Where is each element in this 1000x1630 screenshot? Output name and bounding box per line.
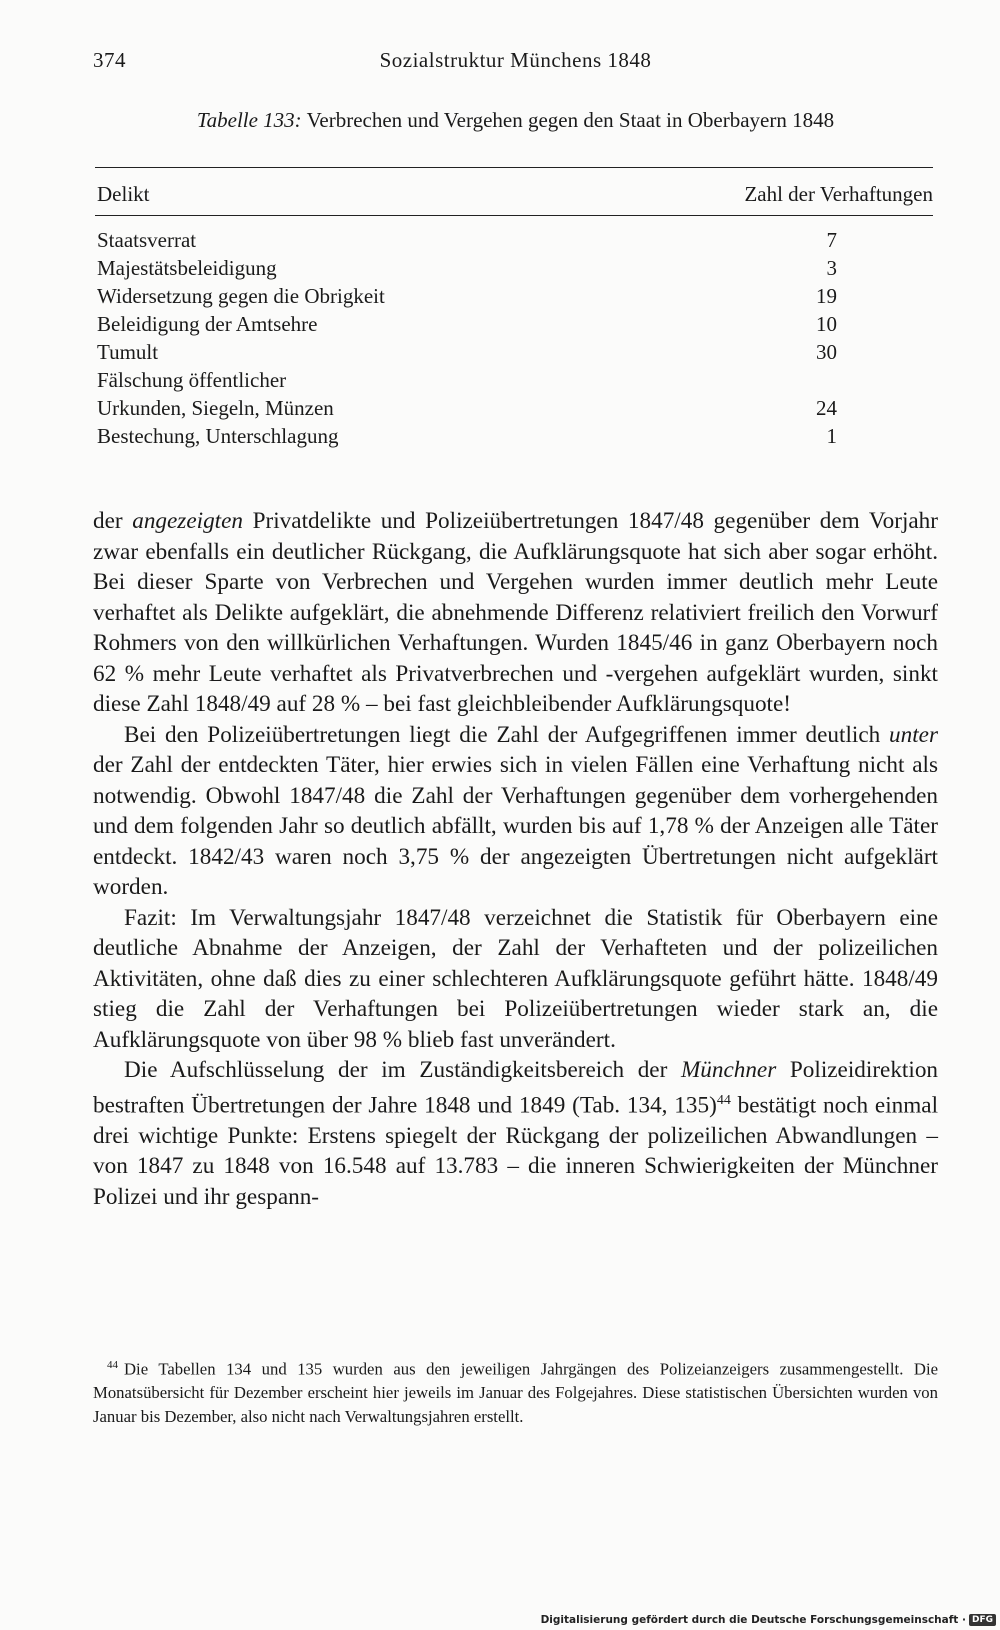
paragraph: Fazit: Im Verwaltungsjahr 1847/48 verzeichnet die Statistik für Oberbayern eine deutliche Abnahme der Anzeigen, der Zahl der Verhafteten und der polizeilichen Aktivitäten, ohne daß dies zu einer schlechteren Aufklärungsquote geführt hätte. 1848/49 stieg die Zahl der Verhaftungen bei Polizeiübertretungen wieder stark an, die Aufklärungsquote von über 98 % blieb fast unverändert.: [93, 904, 938, 1053]
footnote-mark: 44: [107, 1359, 118, 1371]
table-caption: [93, 108, 938, 133]
row-count: 24: [816, 396, 837, 420]
table-body: [97, 226, 837, 450]
row-delikt: Tumult: [97, 340, 159, 364]
row-delikt: Beleidigung der Amtsehre: [97, 312, 318, 336]
body-text: [93, 506, 938, 1212]
table-row: [97, 282, 837, 310]
page-number: 374: [93, 48, 126, 72]
text-run: Privatdelikte und Polizeiübertretungen 1847/48 gegenüber dem Vorjahr zwar ebenfalls ein deutlicher Rückgang, die Aufklärungsquote hat sich aber sogar erhöht. Bei dieser Sparte von Verbrechen und Vergehen wurden immer deutlich mehr Leute verhaftet als Delikte aufgeklärt, die abnehmende Differenz relativiert freilich den Vorwurf Rohmers von den willkürlichen Verhaftungen. Wurden 1845/46 in ganz Oberbayern noch 62 % mehr Leute verhaftet als Privatverbrechen und -vergehen aufgeklärt wurden, sinkt diese Zahl 1848/49 auf 28 % – bei fast gleichbleibender Aufklärungsquote!: [93, 508, 938, 717]
row-delikt: Urkunden, Siegeln, Münzen: [97, 396, 334, 420]
table-row: [97, 366, 837, 394]
table-top-rule: [95, 167, 933, 168]
emphasis: Münchner: [680, 1057, 777, 1083]
column-header-delikt: Delikt: [97, 182, 150, 206]
table-row: [97, 254, 837, 282]
column-header-count: Zahl der Verhaftungen: [744, 182, 933, 206]
dfg-logo: DFG: [969, 1614, 996, 1626]
table-row: [97, 394, 837, 422]
table-row: [97, 310, 837, 338]
footnote: [93, 1354, 938, 1428]
digitization-credit: [541, 1612, 996, 1628]
table-header-rule: [95, 215, 933, 216]
credit-text: Digitalisierung gefördert durch die Deutsche Forschungsgemeinschaft ·: [540, 1614, 966, 1626]
row-count: 10: [816, 312, 837, 336]
table-row: [97, 422, 837, 450]
table-caption-text: Verbrechen und Vergehen gegen den Staat in Oberbayern 1848: [306, 108, 835, 132]
text-run: bestätigt noch einmal drei wichtige Punkte: Erstens spiegelt der Rückgang der polizeilichen Abwandlungen – von 1847 zu 1848 von 16.548 auf 13.783 – die inneren Schwierigkeiten der Münchner Polizei und ihr gespann-: [93, 1092, 939, 1210]
text-run: der: [93, 508, 133, 534]
page-header: [93, 48, 938, 78]
row-count: 30: [816, 340, 837, 364]
emphasis: unter: [889, 721, 938, 748]
text-run: Polizeidirektion bestraften Übertretungen der Jahre 1848 und 1849 (Tab. 134, 135): [93, 1057, 939, 1119]
row-count: 7: [826, 228, 837, 252]
emphasis: angezeigten: [132, 508, 243, 534]
table-caption-label: Tabelle 133:: [196, 108, 302, 132]
row-delikt: Fälschung öffentlicher: [97, 368, 287, 392]
running-head: Sozialstruktur Münchens 1848: [379, 48, 652, 72]
text-run: Bei den Polizeiübertretungen liegt die Zahl der Aufgegriffenen immer deutlich: [124, 721, 890, 748]
footnote-text: Die Tabellen 134 und 135 wurden aus den jeweiligen Jahrgängen des Polizeianzeigers zusammengestellt. Die Monatsübersicht für Dezember erscheint hier jeweils im Januar des Folgejahres. Diese statistischen Übersichten wurden von Januar bis Dezember, also nicht nach Verwaltungsjahren erstellt.: [93, 1359, 938, 1426]
row-count: 19: [816, 284, 837, 308]
text-run: Die Aufschlüsselung der im Zuständigkeitsbereich der: [124, 1057, 681, 1083]
paragraph: [93, 506, 938, 720]
row-delikt: Bestechung, Unterschlagung: [97, 424, 339, 448]
row-count: 1: [826, 424, 837, 448]
text-run: der Zahl der entdeckten Täter, hier erwies sich in vielen Fällen eine Verhaftung nicht als notwendig. Obwohl 1847/48 die Zahl der Verhaftungen gegenüber dem vorhergehenden und dem folgenden Jahr so deutlich abfällt, wurden bis auf 1,78 % der Anzeigen alle Täter entdeckt. 1842/43 waren noch 3,75 % der angezeigten Übertretungen nicht aufgeklärt worden.: [93, 752, 938, 900]
row-delikt: Majestätsbeleidigung: [97, 256, 277, 280]
footnote-reference[interactable]: 44: [716, 1092, 731, 1108]
paragraph: [93, 720, 938, 903]
row-delikt: Staatsverrat: [97, 228, 197, 252]
row-delikt: Widersetzung gegen die Obrigkeit: [97, 284, 385, 308]
table-row: [97, 226, 837, 254]
paragraph: [93, 1055, 938, 1212]
table-row: [97, 338, 837, 366]
row-count: 3: [826, 256, 837, 280]
